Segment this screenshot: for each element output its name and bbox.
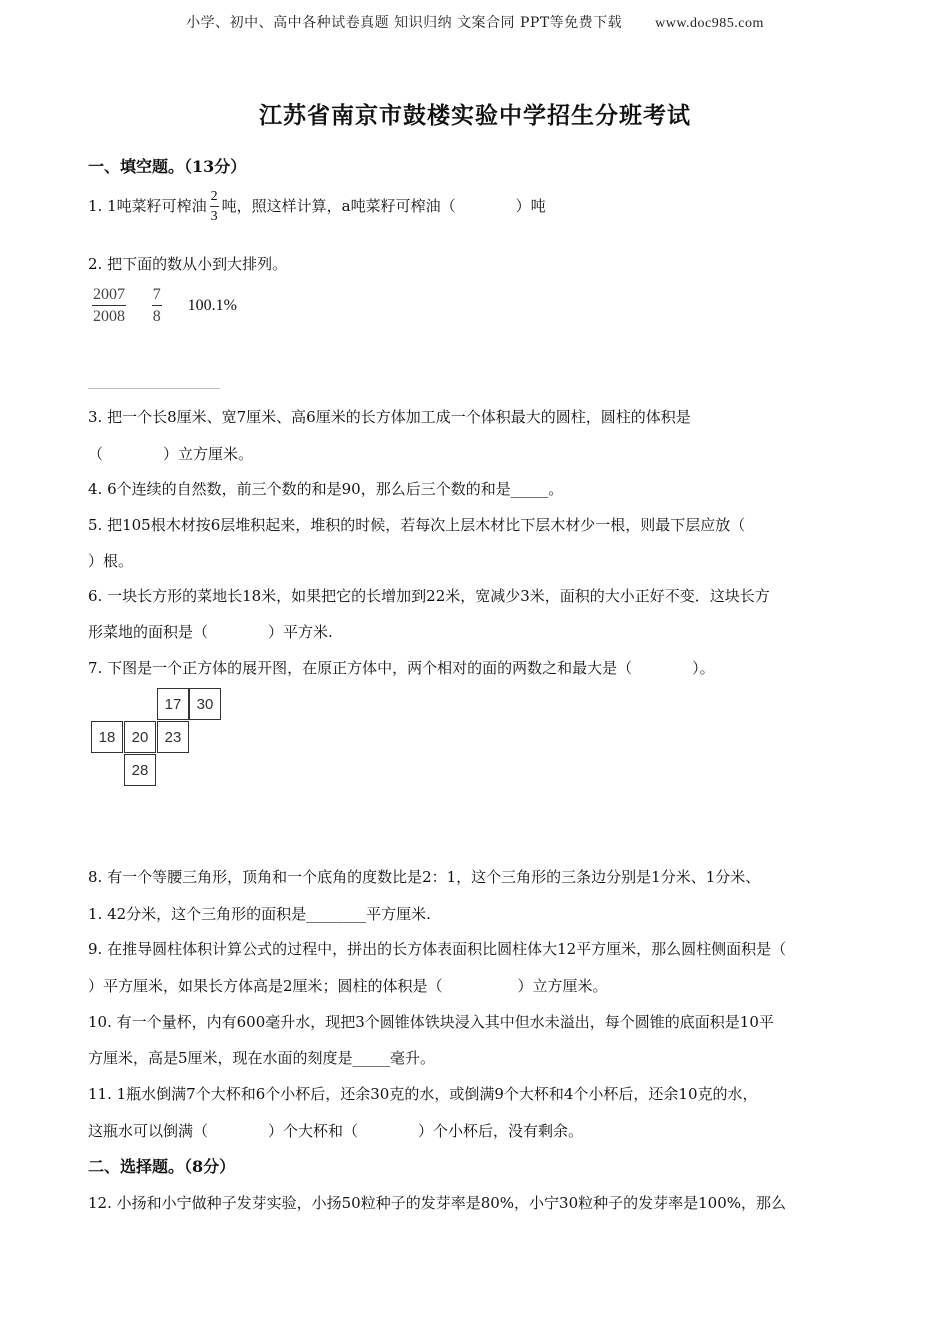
q1-fraction-num: 2 [210, 190, 219, 207]
question-1 [88, 190, 546, 224]
question-3-line-2: （ ）立方厘米。 [88, 445, 254, 463]
question-9-line-1: 9. 在推导圆柱体积计算公式的过程中，拼出的长方体表面积比圆柱体大12平方厘米，那么圆柱侧面积是（ [88, 940, 787, 958]
q1-fraction-den: 3 [210, 209, 218, 224]
question-2: 2. 把下面的数从小到大排列。 [88, 255, 288, 273]
cube-net-diagram [91, 688, 223, 787]
question-8-line-1: 8. 有一个等腰三角形，顶角和一个底角的度数比是2：1，这个三角形的三条边分别是1分米、1分米、 [88, 868, 761, 886]
net-cell: 17 [157, 688, 189, 720]
net-cell: 20 [124, 721, 156, 753]
question-9-line-2: ）平方厘米，如果长方体高是2厘米；圆柱的体积是（ ）立方厘米。 [88, 977, 608, 995]
answer-line [88, 388, 220, 389]
question-3-line-1: 3. 把一个长8厘米、宽7厘米、高6厘米的长方体加工成一个体积最大的圆柱，圆柱的体积是 [88, 408, 691, 426]
net-cell: 23 [157, 721, 189, 753]
question-7: 7. 下图是一个正方体的展开图，在原正方体中，两个相对的面的两数之和最大是（ ）。 [88, 659, 715, 677]
net-cell: 18 [91, 721, 123, 753]
q2-f2-den: 8 [152, 308, 161, 325]
q2-f1-den: 2008 [93, 308, 125, 325]
q2-f1-num: 2007 [92, 287, 126, 306]
question-6-line-2: 形菜地的面积是（ ）平方米. [88, 623, 333, 641]
header-text: 小学、初中、高中各种试卷真题 知识归纳 文案合同 PPT等免费下载 [186, 15, 623, 31]
question-8-line-2: 1. 42分米，这个三角形的面积是________平方厘米. [88, 905, 431, 923]
question-6-line-1: 6. 一块长方形的菜地长18米，如果把它的长增加到22米，宽减少3米，面积的大小正好不变．这块长方 [88, 587, 770, 605]
q2-f2-num: 7 [152, 287, 162, 306]
net-cell: 28 [124, 754, 156, 786]
net-cell: 30 [189, 688, 221, 720]
question-10-line-2: 方厘米，高是5厘米，现在水面的刻度是_____毫升。 [88, 1049, 436, 1067]
q1-fraction [210, 190, 219, 224]
question-11-line-1: 11. 1瓶水倒满7个大杯和6个小杯后，还余30克的水，或倒满9个大杯和4个小杯后，还余10克的水， [88, 1085, 758, 1103]
q1-post: 吨，照这样计算，a吨菜籽可榨油（ ）吨 [221, 197, 546, 215]
question-4: 4. 6个连续的自然数，前三个数的和是90，那么后三个数的和是_____。 [88, 480, 564, 498]
header-site[interactable]: www.doc985.com [655, 16, 764, 31]
q1-pre: 1. 1吨菜籽可榨油 [88, 197, 207, 215]
section-fill-in-heading: 一、填空题。（13分） [88, 157, 247, 176]
question-12-line-1: 12. 小扬和小宁做种子发芽实验，小扬50粒种子的发芽率是80%，小宁30粒种子的发芽率是100%，那么 [88, 1194, 787, 1212]
question-10-line-1: 10. 有一个量杯，内有600毫升水，现把3个圆锥体铁块浸入其中但水未溢出，每个圆锥的底面积是10平 [88, 1013, 774, 1031]
question-5-line-2: ）根。 [88, 552, 134, 570]
question-11-line-2: 这瓶水可以倒满（ ）个大杯和（ ）个小杯后，没有剩余。 [88, 1122, 584, 1140]
section-choice-heading: 二、选择题。（8分） [88, 1157, 236, 1176]
q2-fraction-1 [92, 287, 126, 325]
page-header [0, 12, 950, 32]
q2-numbers [89, 287, 237, 325]
page-title: 江苏省南京市鼓楼实验中学招生分班考试 [259, 102, 691, 129]
q2-percent: 100.1% [187, 297, 237, 314]
q2-fraction-2 [152, 287, 162, 325]
question-5-line-1: 5. 把105根木材按6层堆积起来，堆积的时候，若每次上层木材比下层木材少一根，则最下层应放（ [88, 516, 746, 534]
